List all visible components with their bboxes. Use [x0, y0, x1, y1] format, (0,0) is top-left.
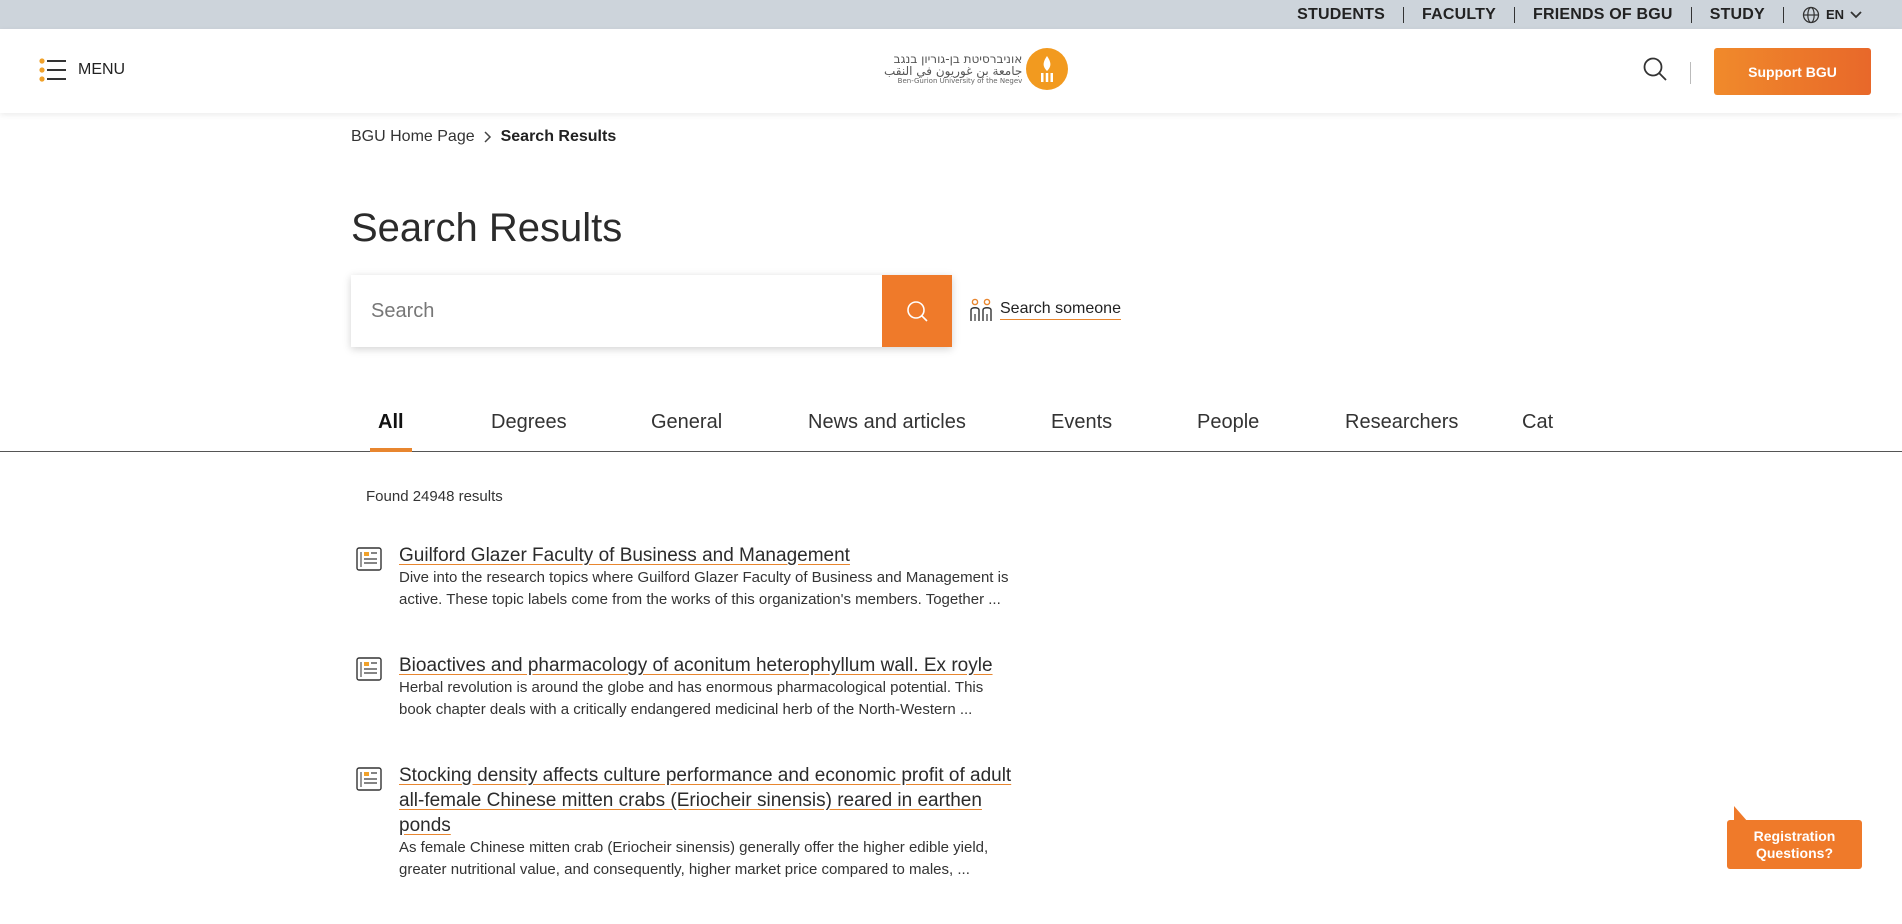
header-divider [1690, 62, 1691, 84]
search-box [351, 275, 952, 347]
document-icon [355, 765, 385, 793]
result-description [399, 837, 1049, 881]
search-someone-label: Search someone [1000, 300, 1121, 320]
topbar-separator [1514, 7, 1515, 23]
result-description-line: Herbal revolution is around the globe and has enormous pharmacological potential. This [399, 679, 984, 696]
result-description-line: As female Chinese mitten crab (Eriocheir sinensis) generally offer the higher edible yield, [399, 839, 989, 856]
search-result [355, 653, 1055, 723]
tab-news-and-articles[interactable]: News and articles [808, 411, 966, 433]
bgu-logo[interactable] [884, 48, 1068, 90]
topbar-link-students[interactable]: STUDENTS [1297, 5, 1385, 23]
search-result [355, 763, 1055, 883]
topbar-link-friends[interactable]: FRIENDS OF BGU [1533, 5, 1673, 23]
registration-line-2: Questions? [1755, 844, 1833, 861]
result-description-line: active. These topic labels come from the works of this organization's members. Together ... [399, 591, 1001, 608]
registration-questions-button[interactable] [1727, 820, 1862, 869]
menu-label: MENU [78, 61, 126, 78]
tab-degrees[interactable]: Degrees [491, 411, 567, 433]
results-tabs [0, 405, 1902, 452]
chevron-down-icon [1850, 11, 1862, 19]
logo-arabic: جامعة بن غوريون في النقب [884, 64, 1023, 79]
chevron-right-icon [484, 131, 492, 143]
top-utility-nav [1297, 0, 1862, 29]
result-title-link[interactable] [399, 763, 1099, 838]
topbar-separator [1783, 7, 1784, 23]
search-result [355, 543, 1055, 613]
tab-researchers[interactable]: Researchers [1345, 411, 1459, 433]
topbar-link-study[interactable]: STUDY [1709, 5, 1765, 23]
language-selector[interactable] [1802, 6, 1862, 24]
result-description [399, 567, 1049, 611]
search-someone-link[interactable] [968, 297, 1121, 323]
result-title-link[interactable]: Bioactives and pharmacology of aconitum heterophyllum wall. Ex royle [399, 655, 993, 676]
tab-all[interactable]: All [378, 411, 404, 433]
result-description-line: greater nutritional value, and consequently, higher market price compared to males, ... [399, 861, 970, 878]
document-icon [355, 545, 385, 573]
tab-general[interactable]: General [651, 411, 723, 433]
tab-cat[interactable]: Cat [1522, 411, 1554, 433]
document-icon [355, 655, 385, 683]
site-header [0, 29, 1902, 113]
menu-button[interactable] [39, 58, 125, 82]
search-submit-button[interactable] [882, 275, 952, 347]
registration-line-1: Registration [1753, 827, 1836, 844]
search-icon [905, 299, 929, 323]
topbar-separator [1691, 7, 1692, 23]
globe-icon [1802, 6, 1820, 24]
result-description-line: book chapter deals with a critically endangered medicinal herb of the North-Western ... [399, 701, 973, 718]
hamburger-menu-icon [39, 58, 66, 82]
result-title-line: all-female Chinese mitten crabs (Eriocheir sinensis) reared in earthen [399, 790, 982, 811]
logo-hebrew: אוניברסיטת בן-גוריון בנגב [893, 51, 1023, 66]
top-utility-bar [0, 0, 1902, 29]
active-tab-indicator [370, 448, 412, 452]
breadcrumb [351, 128, 616, 146]
results-count: Found 24948 results [366, 488, 503, 505]
result-title-line: Stocking density affects culture performance and economic profit of adult [399, 765, 1012, 786]
result-description-line: Dive into the research topics where Guilford Glazer Faculty of Business and Management is [399, 569, 1009, 586]
logo-text [884, 53, 1022, 86]
result-title-line: ponds [399, 815, 451, 836]
result-description [399, 677, 1049, 721]
breadcrumb-current: Search Results [500, 128, 617, 145]
topbar-link-faculty[interactable]: FACULTY [1422, 5, 1496, 23]
breadcrumb-home-link[interactable]: BGU Home Page [351, 128, 475, 145]
tab-events[interactable]: Events [1051, 411, 1113, 433]
logo-english: Ben-Gurion University of the Negev [897, 76, 1023, 85]
people-icon [968, 297, 994, 323]
logo-emblem-icon [1026, 48, 1068, 90]
page-title: Search Results [351, 206, 623, 250]
language-label: EN [1825, 7, 1844, 22]
tab-people[interactable]: People [1197, 411, 1260, 433]
search-icon[interactable] [1642, 56, 1668, 82]
result-title-link[interactable]: Guilford Glazer Faculty of Business and Management [399, 545, 850, 566]
search-input[interactable] [351, 275, 882, 347]
support-bgu-button[interactable]: Support BGU [1714, 48, 1871, 95]
topbar-separator [1403, 7, 1404, 23]
